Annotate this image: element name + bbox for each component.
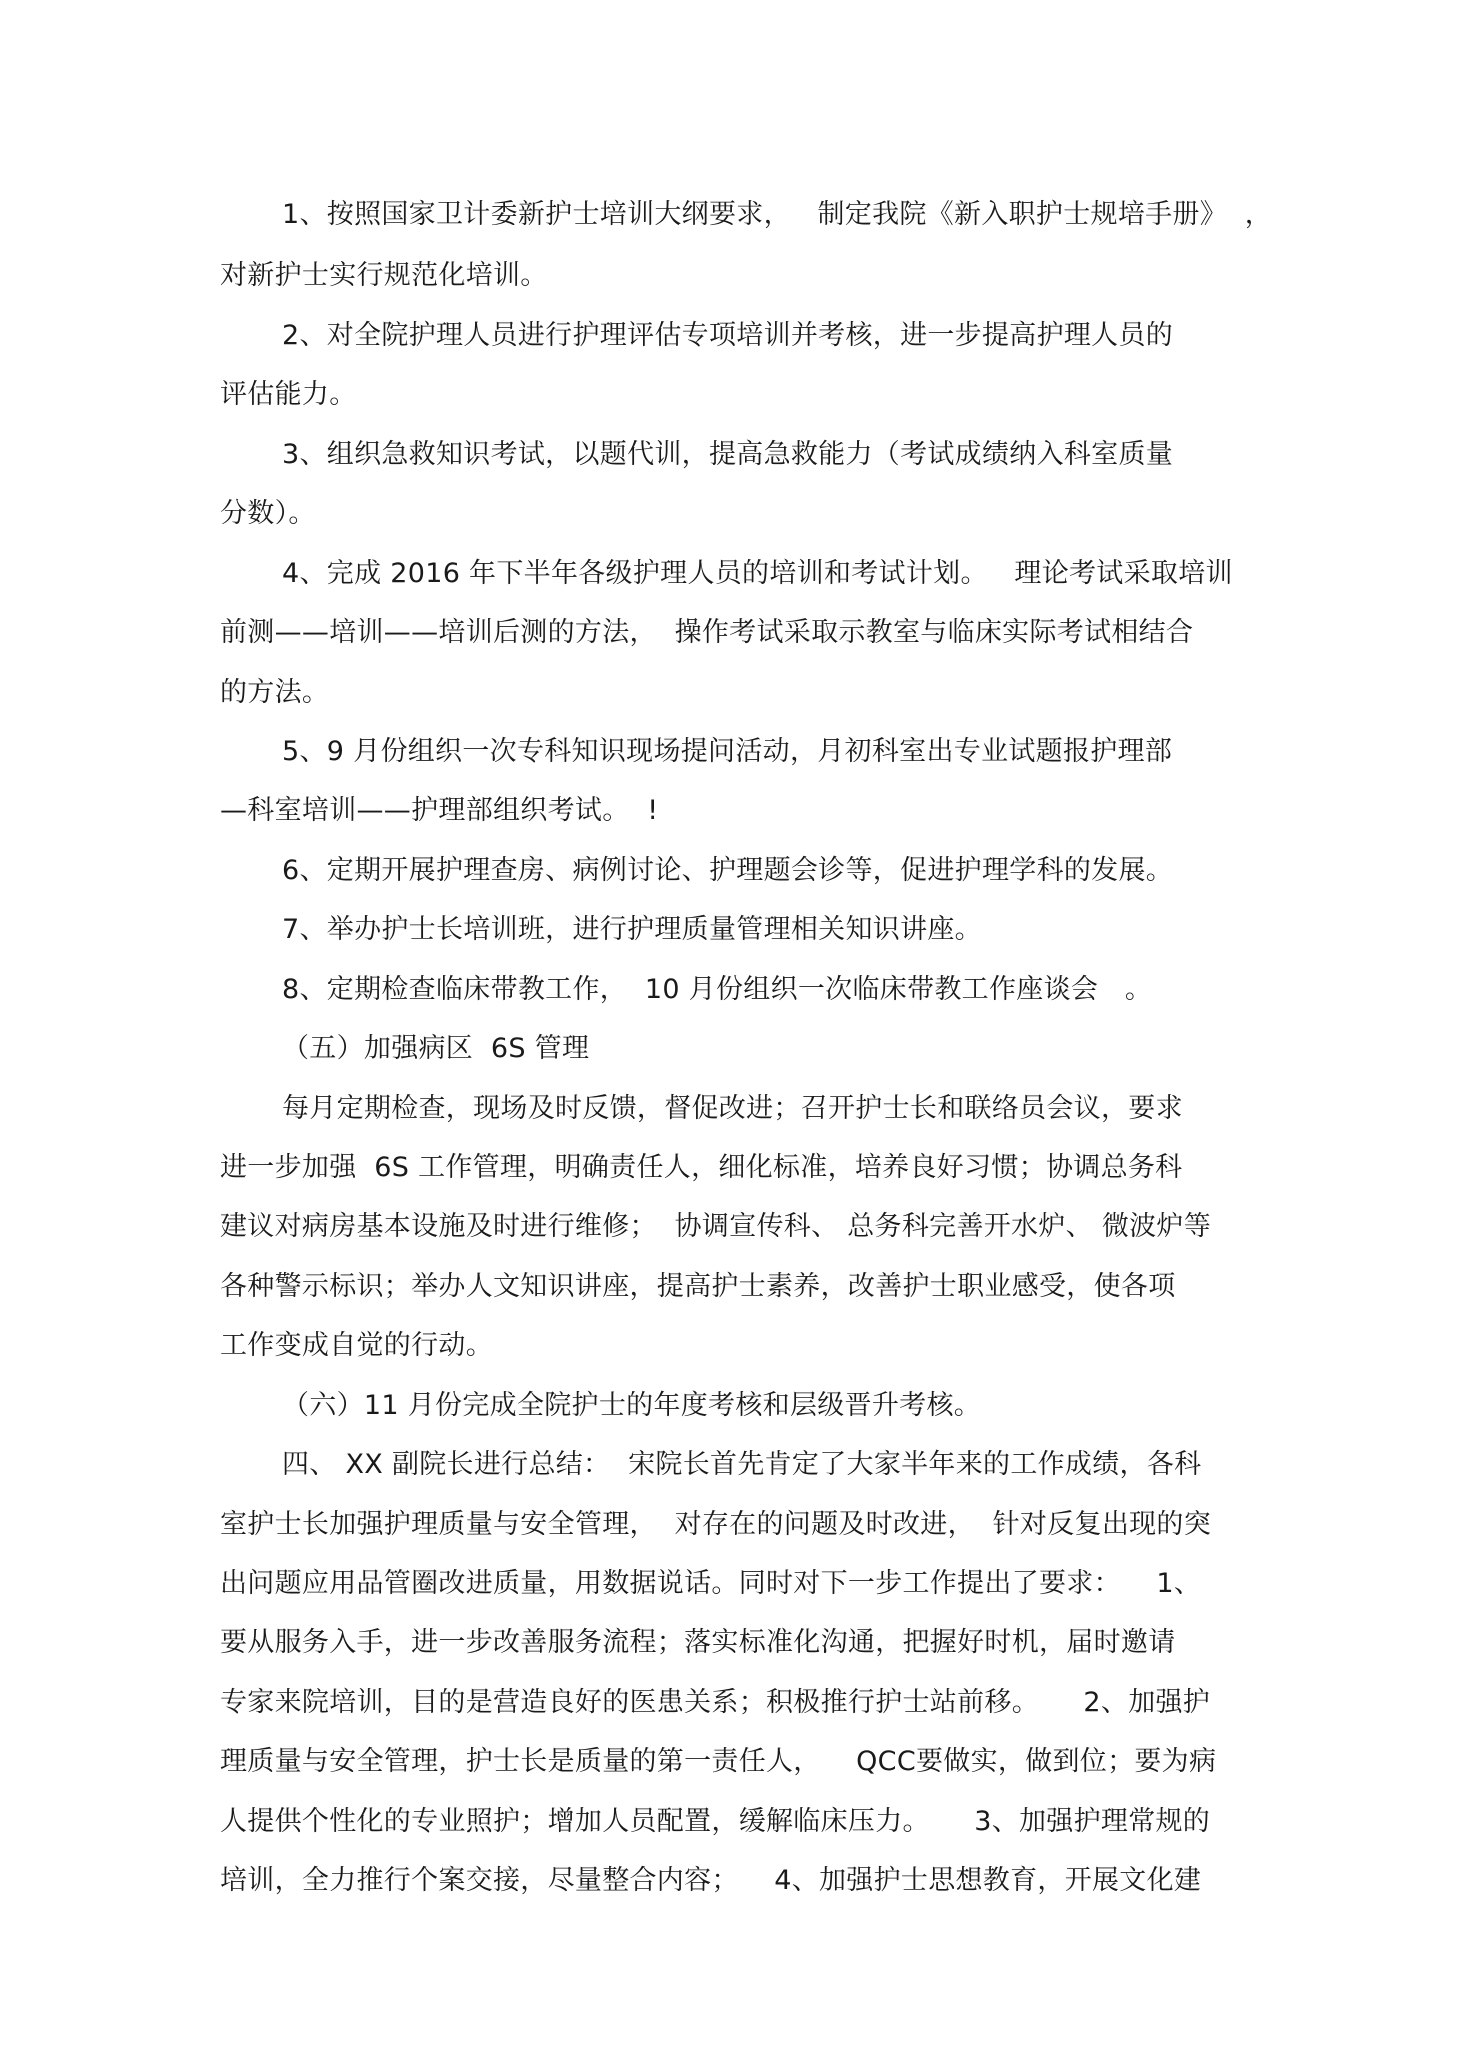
text-line: 每月定期检查，现场及时反馈，督促改进；召开护士长和联络员会议，要求 <box>282 1093 1183 1124</box>
section-heading: （五）加强病区 6S 管理 <box>282 1033 590 1064</box>
text-line: 7、举办护士长培训班，进行护理质量管理相关知识讲座。 <box>282 914 982 945</box>
text-line: 建议对病房基本设施及时进行维修； 协调宣传科、 总务科完善开水炉、 微波炉等 <box>220 1211 1212 1242</box>
text-line: 人提供个性化的专业照护；增加人员配置，缓解临床压力。 3、加强护理常规的 <box>220 1806 1211 1837</box>
text-line: 评估能力。 <box>220 379 357 410</box>
text-line: 工作变成自觉的行动。 <box>220 1330 493 1361</box>
text-line: 室护士长加强护理质量与安全管理， 对存在的问题及时改进， 针对反复出现的突 <box>220 1509 1212 1540</box>
text-line: 的方法。 <box>220 677 330 708</box>
section-heading: （六）11 月份完成全院护士的年度考核和层级晋升考核。 <box>282 1390 982 1421</box>
text-line: —科室培训——护理部组织考试。 ! <box>220 795 659 826</box>
text-line: 要从服务入手，进一步改善服务流程；落实标准化沟通，把握好时机，届时邀请 <box>220 1627 1176 1658</box>
text-line: 各种警示标识；举办人文知识讲座，提高护士素养，改善护士职业感受，使各项 <box>220 1271 1176 1302</box>
text-line: 8、定期检查临床带教工作， 10 月份组织一次临床带教工作座谈会 。 <box>282 974 1153 1005</box>
text-line: 6、定期开展护理查房、病例讨论、护理题会诊等，促进护理学科的发展。 <box>282 855 1174 886</box>
text-line: 培训，全力推行个案交接，尽量整合内容； 4、加强护士思想教育，开展文化建 <box>220 1865 1202 1896</box>
text-line: 对新护士实行规范化培训。 <box>220 260 548 291</box>
text-line: 分数）。 <box>220 498 316 529</box>
text-line: 前测——培训——培训后测的方法， 操作考试采取示教室与临床实际考试相结合 <box>220 617 1194 648</box>
text-line: 4、完成 2016 年下半年各级护理人员的培训和考试计划。 理论考试采取培训 <box>282 558 1233 589</box>
text-line: 出问题应用品管圈改进质量，用数据说话。同时对下一步工作提出了要求： 1、 <box>220 1568 1202 1599</box>
text-line: 1、按照国家卫计委新护士培训大纲要求， 制定我院《新入职护士规培手册》 ， <box>282 199 1273 230</box>
text-line: 专家来院培训，目的是营造良好的医患关系；积极推行护士站前移。 2、加强护 <box>220 1687 1211 1718</box>
text-line: 2、对全院护理人员进行护理评估专项培训并考核，进一步提高护理人员的 <box>282 320 1174 351</box>
text-line: 四、 XX 副院长进行总结： 宋院长首先肯定了大家半年来的工作成绩，各科 <box>282 1449 1202 1480</box>
text-line: 5、9 月份组织一次专科知识现场提问活动，月初科室出专业试题报护理部 <box>282 736 1173 767</box>
text-line: 3、组织急救知识考试，以题代训，提高急救能力（考试成绩纳入科室质量 <box>282 439 1174 470</box>
text-line: 进一步加强 6S 工作管理，明确责任人，细化标准，培养良好习惯；协调总务科 <box>220 1152 1183 1183</box>
text-line: 理质量与安全管理，护士长是质量的第一责任人， QCC要做实，做到位；要为病 <box>220 1746 1217 1777</box>
